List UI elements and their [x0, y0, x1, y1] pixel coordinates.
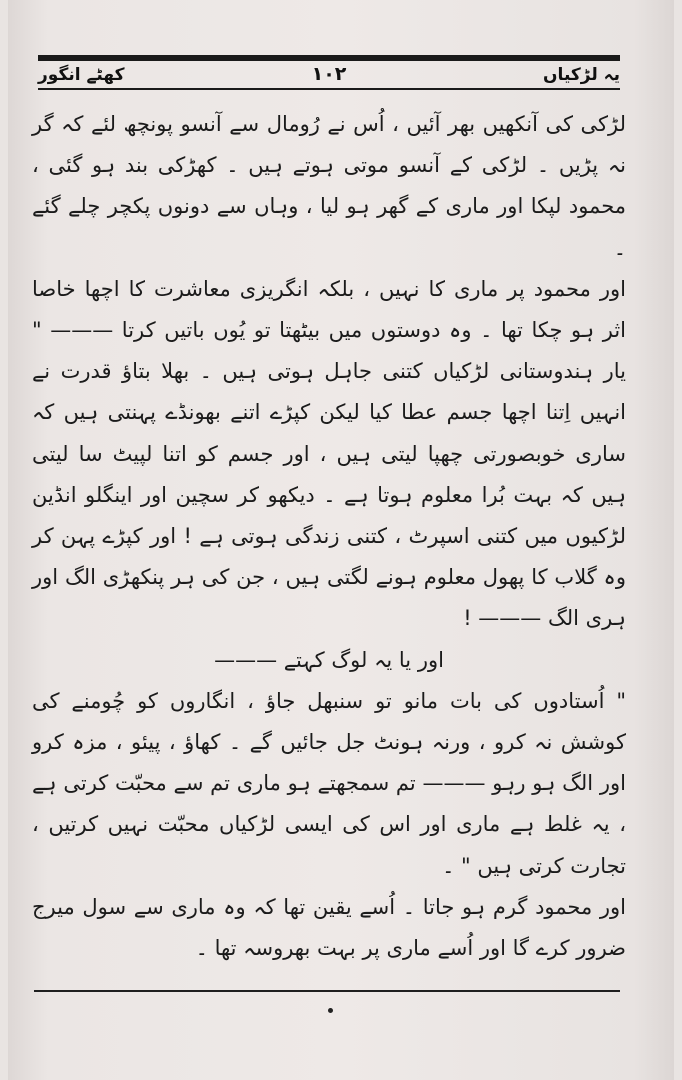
header-rule-thin	[38, 88, 620, 90]
book-title: کھٹے انگور	[38, 64, 125, 85]
footer-dot	[328, 1008, 333, 1013]
header-rule-thick	[38, 55, 620, 61]
chapter-title: یہ لڑکیاں	[543, 64, 620, 85]
paragraph: اور یا یہ لوگ کہتے ———	[214, 647, 444, 672]
footer-rule	[34, 990, 620, 992]
running-header	[38, 62, 620, 86]
book-page	[8, 0, 674, 1080]
page-number: ١٠٢	[311, 63, 347, 85]
paragraph: اور محمود پر ماری کا نہیں ، بلکہ انگریزی معاشرت کا اچھا خاصا اثر ہو چکا تھا ۔ وہ دوستوں میں بیٹھتا تو یُوں باتیں کرتا ——— " یار ہندوستانی لڑکیاں کتنی جاہل ہوتی ہیں ۔ بھلا بتاؤ قدرت نے انہیں اِتنا اچھا جسم عطا کیا لیکن کپڑے اتنے بھونڈے پہنتی ہیں کہ ساری خوبصورتی چھپا لیتی ہیں ، اور جسم کو اتنا لپیٹ سا لیتی ہیں کہ بہت بُرا معلوم ہوتا ہے ۔ دیکھو کر سچین اور اینگلو انڈین لڑکیوں میں کتنی اسپرٹ ، کتنی زندگی ہوتی ہے ! اور کپڑے پہن کر وہ گلاب کا پھول معلوم ہونے لگتی ہیں ، جن کی ہر پنکھڑی الگ اور ہری الگ ——— !	[32, 276, 626, 631]
paragraph: " اُستادوں کی بات مانو تو سنبھل جاؤ ، انگاروں کو چُومنے کی کوشش نہ کرو ، ورنہ ہونٹ جل جائیں گے ۔ کھاؤ ، پیئو ، مزہ کرو اور الگ ہو رہو ——— تم سمجھتے ہو ماری تم سے محبّت کرتی ہے ، یہ غلط ہے ماری اور اس کی ایسی لڑکیاں محبّت نہیں کرتیں ، تجارت کرتی ہیں " ۔	[32, 688, 626, 878]
paragraph: لڑکی کی آنکھیں بھر آئیں ، اُس نے رُومال سے آنسو پونچھ لئے کہ گر نہ پڑیں ۔ لڑکی کے آنسو موتی ہوتے ہیں ۔ کھڑکی بند ہو گئی ، محمود لپکا اور ماری کے گھر ہو لیا ، وہاں سے دونوں پکچر چلے گئے ۔	[32, 112, 626, 260]
paragraph: اور محمود گرم ہو جاتا ۔ اُسے یقین تھا کہ وہ ماری سے سول میرج ضرور کرے گا اور اُسے ماری پر بہت بھروسہ تھا ۔	[32, 894, 626, 961]
body-text	[32, 104, 626, 969]
